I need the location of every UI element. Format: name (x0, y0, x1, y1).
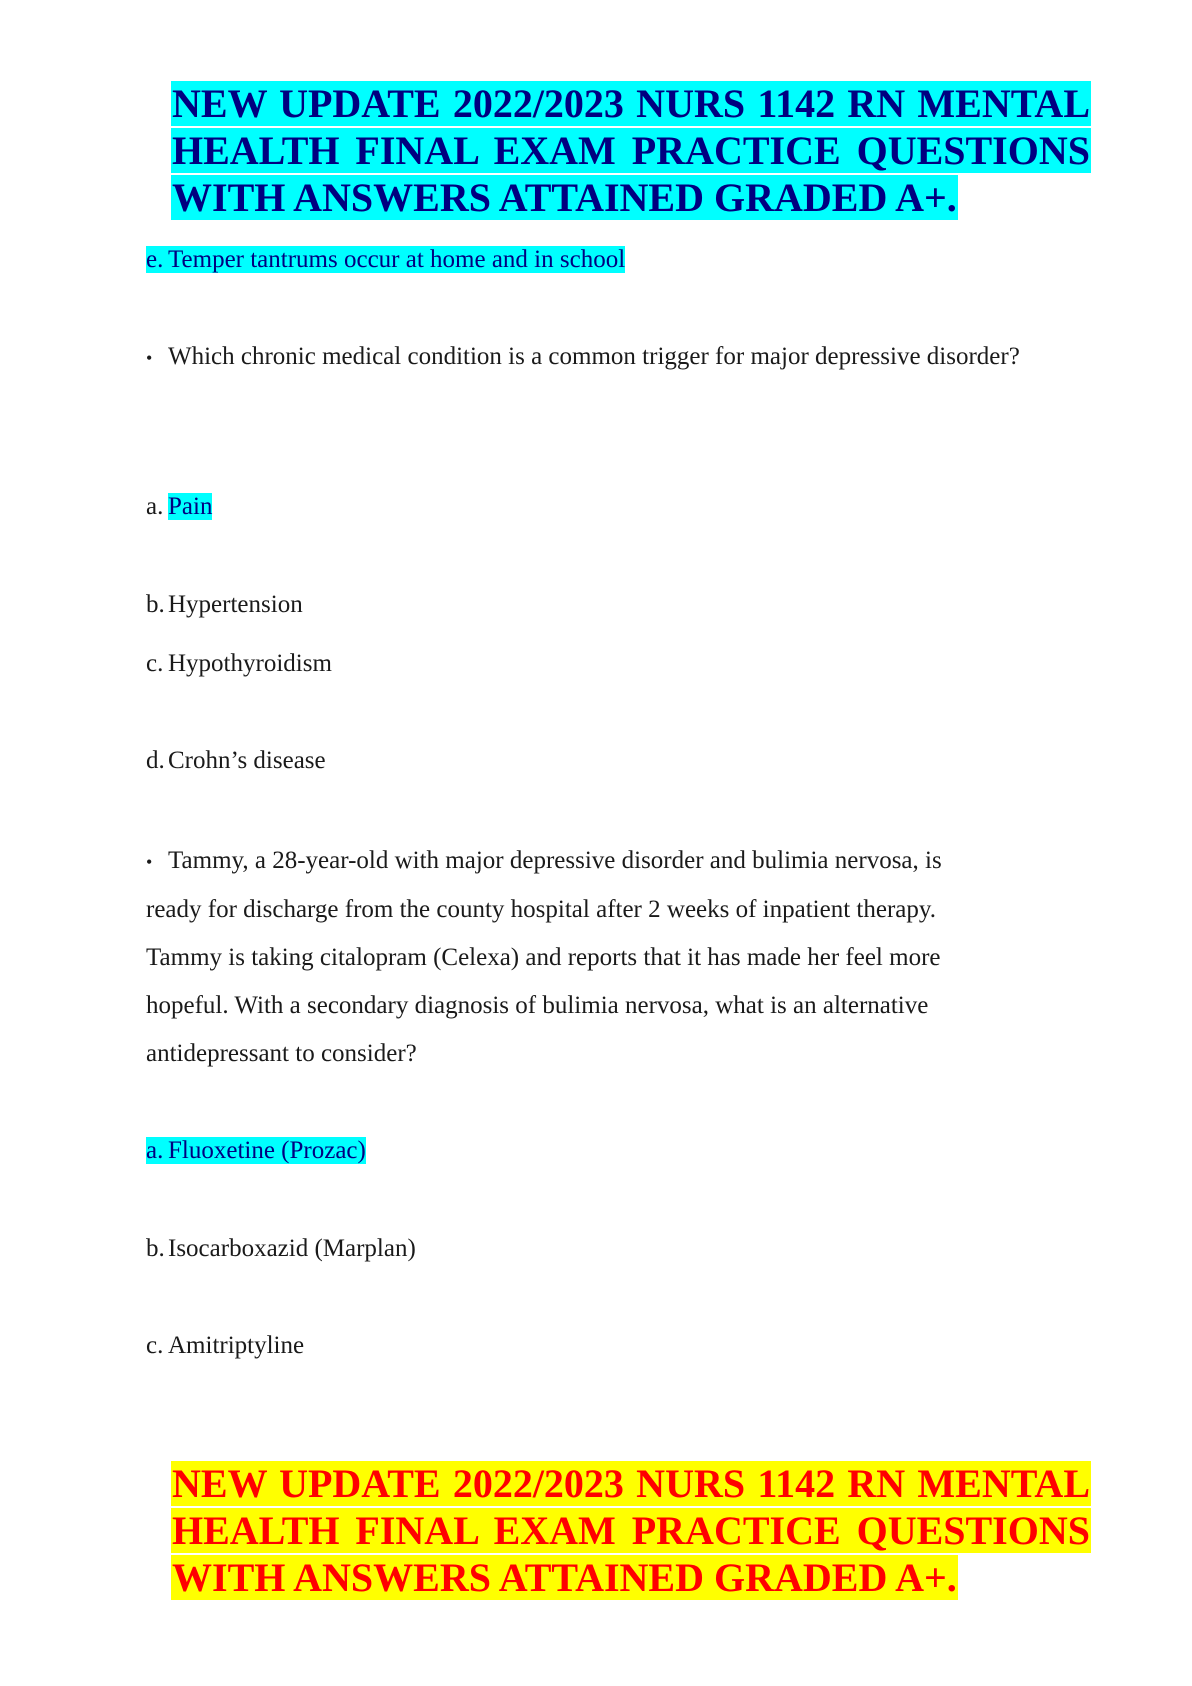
option-text: Isocarboxazid (Marplan) (168, 1235, 416, 1262)
header-title-text: NEW UPDATE 2022/2023 NURS 1142 RN MENTAL HEALTH FINAL EXAM PRACTICE QUESTIONS WITH ANSWERS ATTAINED GRADED A+. (172, 81, 1090, 220)
option-text: Fluoxetine (Prozac) (168, 1137, 366, 1164)
question-2 (146, 837, 996, 1078)
question-2-option-a (146, 1134, 366, 1168)
highlighted-answer (146, 1137, 366, 1164)
option-text: Amitriptyline (168, 1332, 305, 1359)
list-item-prev-option (146, 243, 625, 277)
question-1-option-d (146, 744, 326, 778)
option-text: Hypertension (168, 591, 303, 618)
option-letter: d. (146, 747, 165, 774)
option-letter: c. (146, 650, 164, 677)
question-text: Tammy, a 28-year-old with major depressive disorder and bulimia nervosa, is ready for discharge from the county hospital after 2 weeks of inpatient therapy. Tammy is taking citalopram (Celexa) and reports that it has made her feel more hopeful. With a secondary diagnosis of bulimia nervosa, what is an alternative antidepressant to consider? (146, 847, 942, 1067)
option-letter: c. (146, 1332, 164, 1359)
document-header-title (171, 80, 1091, 221)
option-text: Hypothyroidism (168, 650, 332, 677)
option-letter: b. (146, 591, 165, 618)
option-letter: b. (146, 1235, 165, 1262)
highlighted-answer: Pain (168, 493, 213, 520)
option-text: Temper tantrums occur at home and in school (168, 246, 626, 273)
question-text: Which chronic medical condition is a common trigger for major depressive disorder? (168, 343, 1020, 370)
option-text: Crohn’s disease (168, 747, 326, 774)
bullet-icon: • (146, 348, 153, 368)
option-letter: e. (146, 246, 164, 273)
option-letter: a. (146, 493, 164, 520)
footer-title-text: NEW UPDATE 2022/2023 NURS 1142 RN MENTAL HEALTH FINAL EXAM PRACTICE QUESTIONS WITH ANSWERS ATTAINED GRADED A+. (172, 1461, 1090, 1600)
question-1-option-a (146, 490, 212, 524)
question-2-option-b (146, 1232, 416, 1266)
question-1-option-b (146, 588, 303, 622)
document-footer-title (171, 1460, 1091, 1601)
question-1-option-c (146, 647, 332, 681)
question-1 (146, 337, 1046, 378)
question-2-option-c (146, 1329, 304, 1363)
highlighted-answer (146, 246, 625, 273)
bullet-icon: • (146, 852, 153, 872)
option-letter: a. (146, 1137, 164, 1164)
